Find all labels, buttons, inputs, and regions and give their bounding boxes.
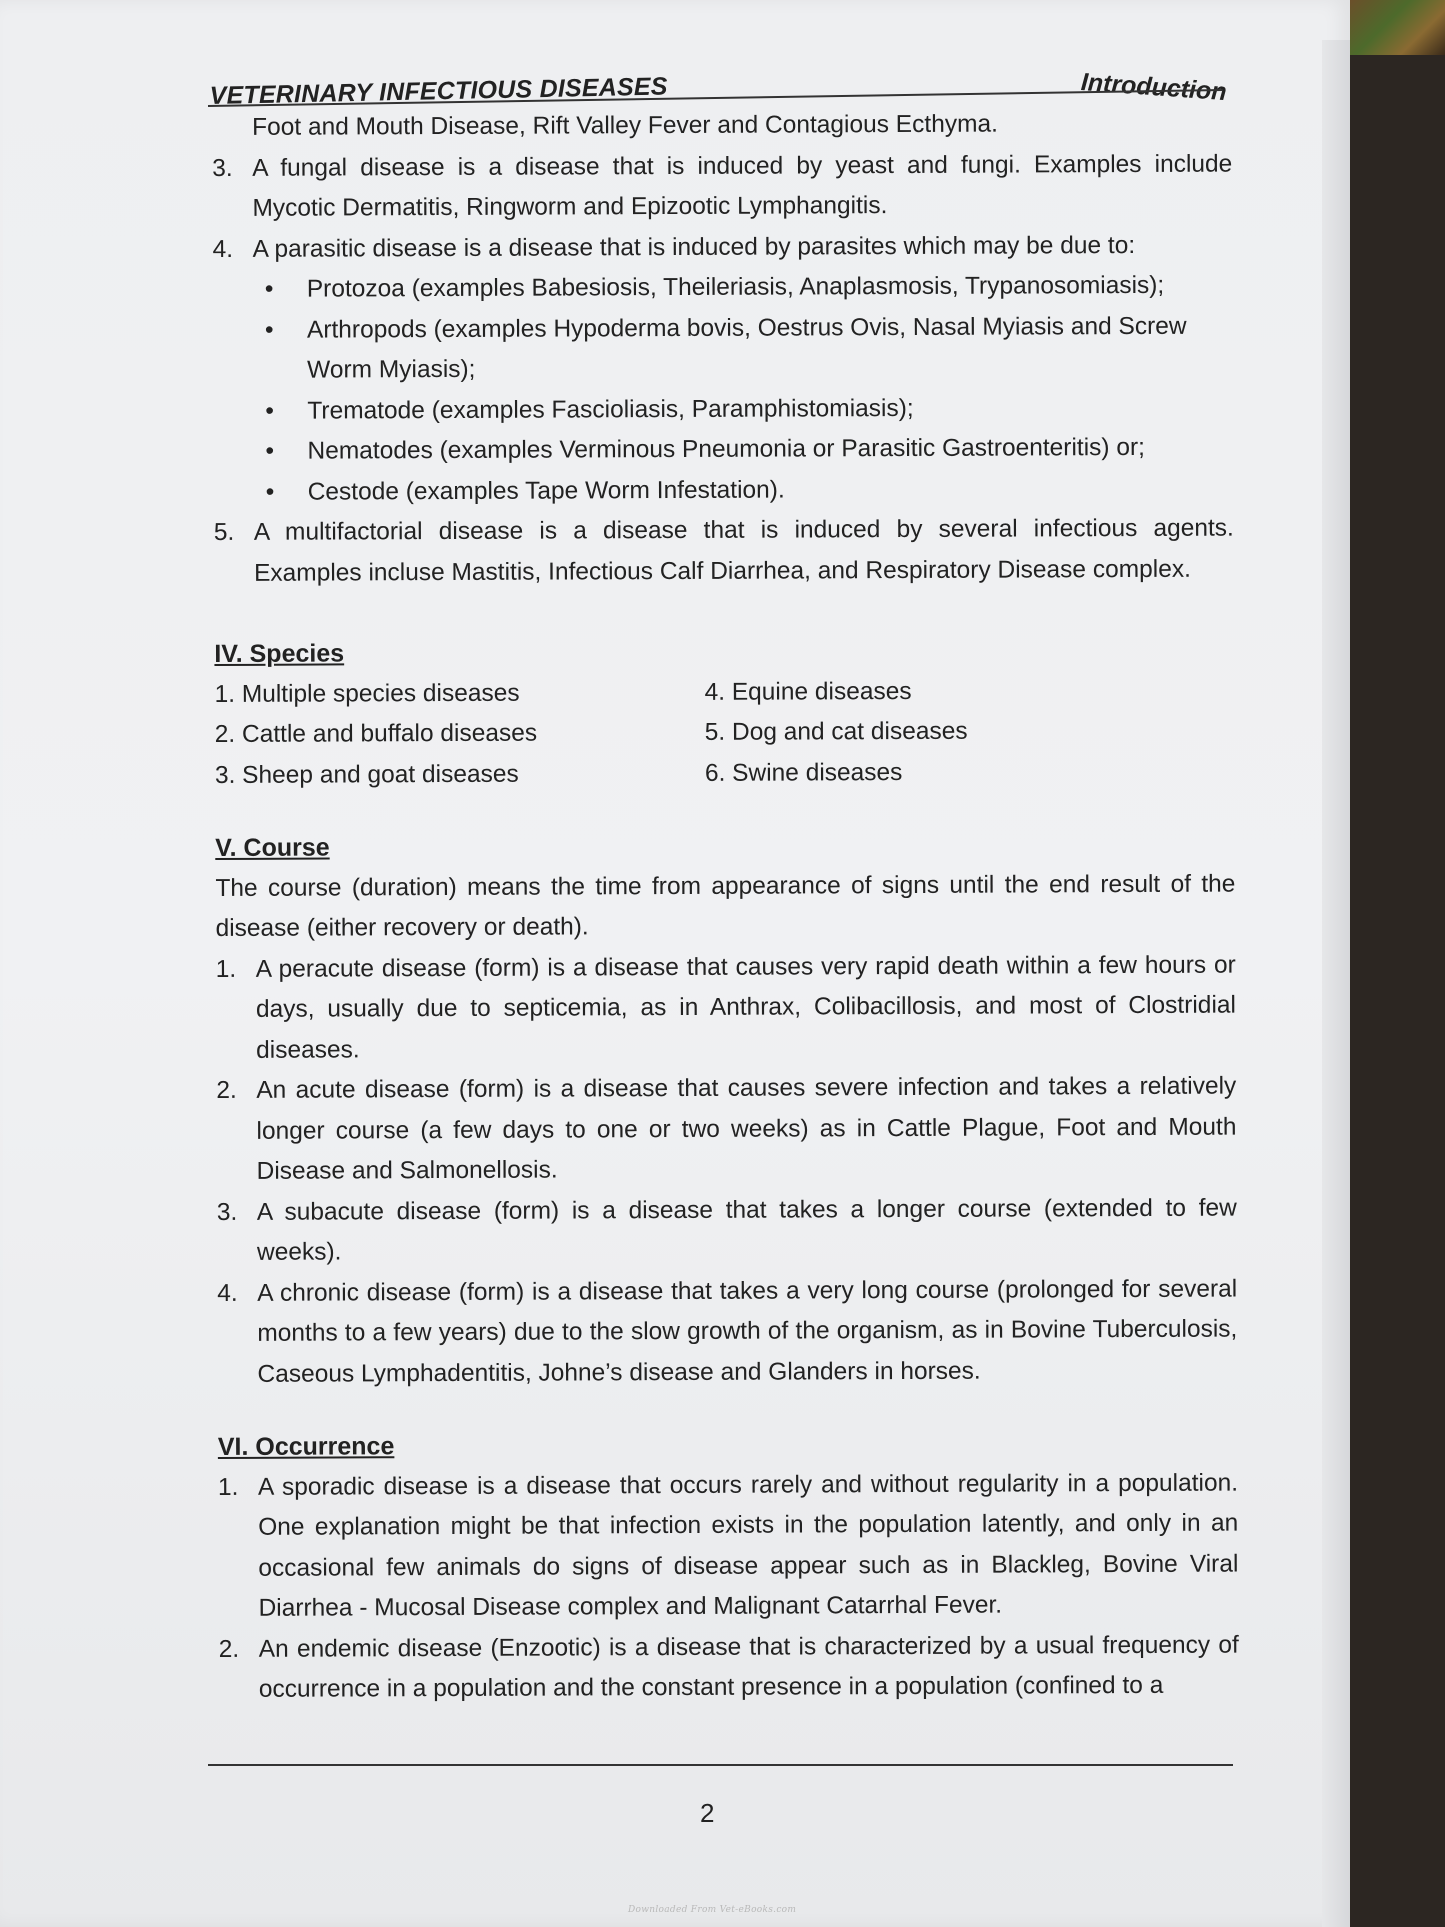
bullet-item <box>213 266 1233 311</box>
list-number: 3. <box>212 154 233 182</box>
list-text: A chronic disease (form) is a disease that takes a very long course (prolonged for several months to a few years) due to the slow growth of the organism, as in Bovine Tuberculosis, Caseous Lymphadentitis, Johne’s disease and Glanders in horses. <box>257 1275 1238 1388</box>
list-text: A sporadic disease is a disease that occurs rarely and without regularity in a population. One explanation might be that infection exists in the population latently, and only in an occasional few animals do signs of disease appear such as in Blackleg, Bovine Viral Diarrhea - Mucosal Disease complex and Malignant Catarrhal Fever. <box>257 1469 1239 1622</box>
continuation-line: Foot and Mouth Disease, Rift Valley Fever and Contagious Ecthyma. <box>252 110 998 141</box>
list-text: A multifactorial disease is a disease that is induced by several infectious agents. Examples incluse Mastitis, Infectious Calf Diarrhea, and Respiratory Disease complex. <box>253 514 1234 587</box>
bullet-text: Cestode (examples Tape Worm Infestation). <box>307 476 785 506</box>
section-heading-occurrence: VI. Occurrence <box>217 1432 395 1461</box>
list-number: 5. <box>213 518 235 546</box>
bullet-icon: • <box>264 316 274 344</box>
page-edge <box>1322 40 1350 1927</box>
species-list <box>214 670 1235 796</box>
list-number: 3. <box>216 1198 238 1226</box>
list-text: A fungal disease is a disease that is induced by yeast and fungi. Examples include Mycotic Dermatitis, Ringworm and Epizootic Lymphangitis. <box>252 150 1233 222</box>
bullet-icon: • <box>265 397 274 425</box>
footer-rule <box>208 1764 1233 1766</box>
list-number: 2. <box>216 1076 237 1104</box>
list-item <box>217 1188 1237 1273</box>
bullet-icon: • <box>264 275 274 303</box>
species-item: 4. Equine diseases <box>704 677 912 706</box>
bullet-text: Arthropods (examples Hypoderma bovis, Oestrus Ovis, Nasal Myiasis and Screw Worm Myiasis); <box>306 312 1187 384</box>
species-item: 6. Swine diseases <box>704 758 903 787</box>
list-item <box>218 1463 1239 1629</box>
page-number: 2 <box>700 1798 715 1828</box>
running-header-title: VETERINARY INFECTIOUS DISEASES <box>209 72 668 111</box>
bullet-icon: • <box>265 437 275 465</box>
bullet-text: Protozoa (examples Babesiosis, Theileriasis, Anaplasmosis, Trypanosomiasis); <box>306 271 1165 303</box>
list-item <box>216 1067 1237 1193</box>
list-number: 1. <box>215 955 237 983</box>
list-number: 2. <box>218 1635 240 1663</box>
species-item: 3. Sheep and goat diseases <box>214 760 519 789</box>
list-text: An acute disease (form) is a disease that causes severe infection and takes a relatively longer course (a few days to one or two weeks) as in Cattle Plague, Foot and Mouth Disease and Salmonellosis. <box>256 1072 1237 1185</box>
section-heading-species: IV. Species <box>214 639 345 668</box>
bullet-text: Trematode (examples Fascioliasis, Paramphistomiasis); <box>307 394 914 425</box>
bullet-item <box>214 468 1234 513</box>
bullet-text: Nematodes (examples Verminous Pneumonia or Parasitic Gastroenteritis) or; <box>307 433 1146 465</box>
watermark: Downloaded From Vet-eBooks.com <box>628 1905 797 1915</box>
list-number: 4. <box>212 235 234 263</box>
list-item <box>216 945 1237 1071</box>
species-item: 2. Cattle and buffalo diseases <box>214 719 538 748</box>
list-number: 4. <box>217 1279 238 1307</box>
species-item: 1. Multiple species diseases <box>214 679 520 708</box>
page-content <box>212 104 1239 1711</box>
course-intro: The course (duration) means the time from appearance of signs until the end result of the disease (either recovery or death). <box>215 870 1236 942</box>
list-text: A parasitic disease is a disease that is induced by parasites which may be due to: <box>252 231 1136 263</box>
list-item <box>219 1625 1239 1710</box>
bullet-item <box>213 387 1233 432</box>
list-text: A subacute disease (form) is a disease that takes a longer course (extended to few weeks). <box>256 1194 1237 1266</box>
bullet-item <box>213 306 1233 391</box>
bullet-item <box>213 428 1233 473</box>
list-item <box>212 144 1232 229</box>
section-heading-course: V. Course <box>215 833 330 862</box>
background-cloth <box>1350 0 1445 55</box>
list-item <box>214 509 1234 594</box>
bullet-icon: • <box>265 478 275 506</box>
list-text: An endemic disease (Enzootic) is a disease that is characterized by a usual frequency of occurrence in a population and the constant presence in a population (confined to a <box>258 1631 1239 1703</box>
list-item <box>217 1269 1238 1395</box>
running-header-chapter: Introduction <box>1080 68 1228 107</box>
list-text: A peracute disease (form) is a disease that causes very rapid death within a few hours or days, usually due to septicemia, as in Anthrax, Colibacillosis, and most of Clostridial diseases. <box>255 951 1236 1064</box>
species-item: 5. Dog and cat diseases <box>704 717 968 746</box>
list-number: 1. <box>217 1473 239 1501</box>
list-item <box>213 225 1233 270</box>
